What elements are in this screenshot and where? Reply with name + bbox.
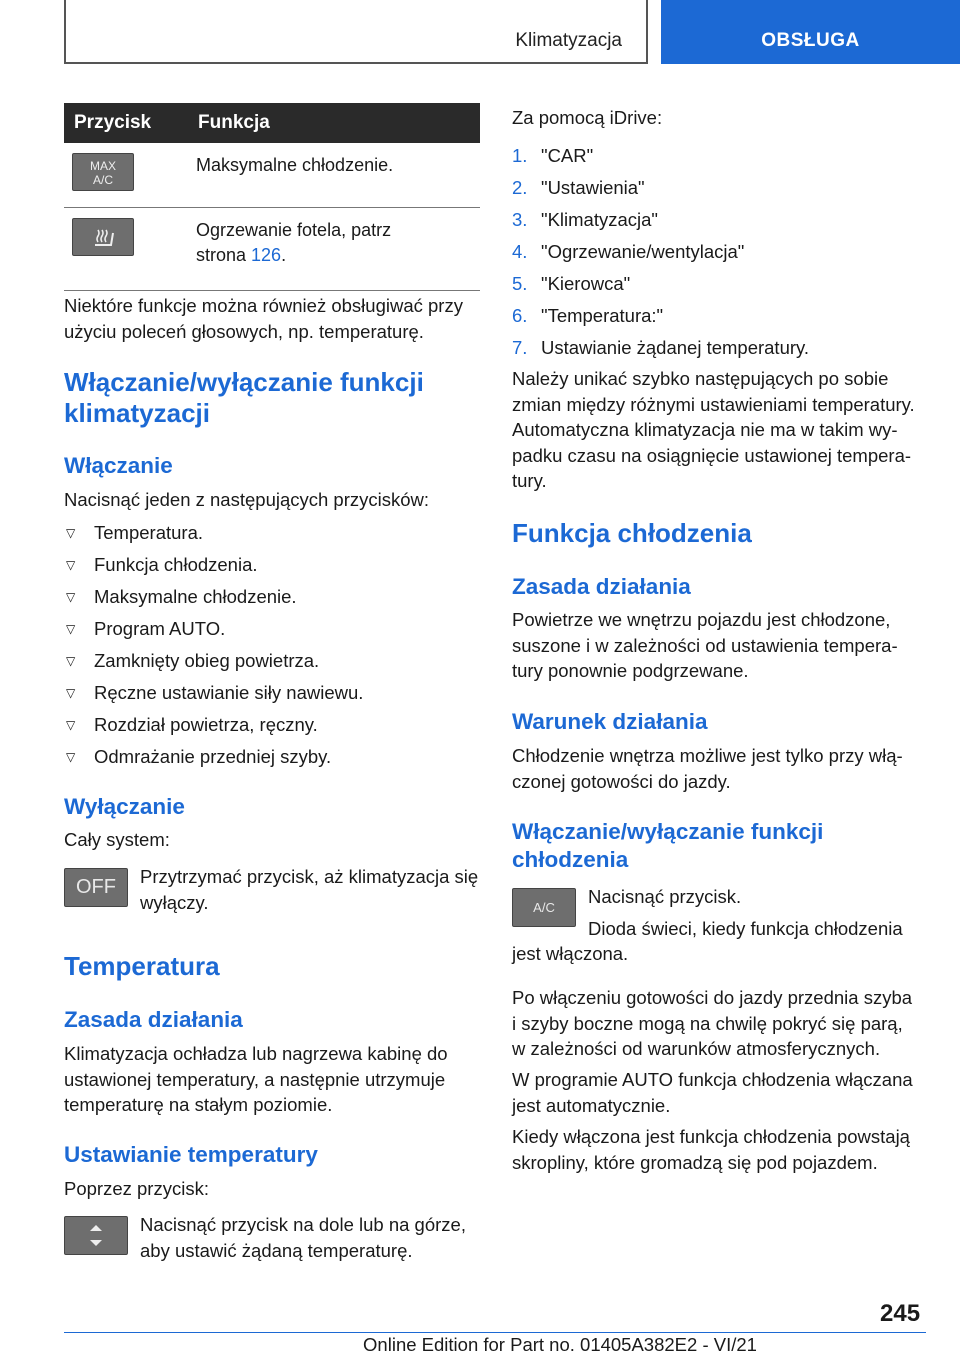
page-number: 245: [880, 1300, 921, 1327]
ac-led-text-2: jest włączona.: [512, 943, 629, 964]
table-header-button: Przycisk: [64, 103, 188, 143]
triangle-bullet-icon: ▽: [66, 558, 76, 572]
page-link-126[interactable]: 126: [251, 245, 282, 265]
set-line-2: aby ustawić żądaną temperaturę.: [140, 1239, 413, 1261]
triangle-bullet-icon: ▽: [66, 750, 76, 764]
step-number: 6.: [512, 305, 528, 326]
warn-line-4: padku czasu na osiągnięcie ustawionej tempera-: [512, 444, 912, 466]
heading-condition: Warunek działania: [512, 709, 708, 734]
warn-line-3: Automatyczna klimatyzacja nie ma w takim wy-: [512, 419, 898, 440]
list-item-text: "Temperatura:": [541, 305, 664, 326]
list-item-text: Ustawianie żądanej temperatury.: [541, 337, 810, 358]
principle-text: [64, 1041, 448, 1118]
cooling-principle-text: [512, 607, 898, 684]
period: .: [281, 245, 287, 265]
list-item-text: Zamknięty obieg powietrza.: [94, 650, 320, 671]
heading-principle: Zasada działania: [64, 1007, 243, 1032]
seat-heating-text: Ogrzewanie fotela, patrz: [196, 220, 392, 240]
cool-line-1: Powietrze we wnętrzu pojazdu jest chłodzone,: [512, 609, 891, 630]
set-line-1: Nacisnąć przycisk na dole lub na górze,: [140, 1214, 466, 1235]
auto-line-1: W programie AUTO funkcja chłodzenia włączana: [512, 1069, 913, 1090]
table-cell-text: [188, 208, 480, 291]
triangle-bullet-icon: ▽: [66, 622, 76, 636]
triangle-bullet-icon: ▽: [66, 590, 76, 604]
on-intro: Nacisnąć jeden z następujących przycisków:: [64, 489, 430, 510]
voice-line-1: Niektóre funkcje można również obsługiwać przy: [64, 295, 463, 316]
condensate-note: [512, 1124, 910, 1175]
step-number: 3.: [512, 209, 528, 230]
off-instruction: [140, 864, 478, 915]
ac-button-icon: A/C: [512, 888, 576, 927]
ac-instruction: Nacisnąć przycisk.: [588, 886, 742, 907]
list-item-text: Rozdział powietrza, ręczny.: [94, 714, 318, 735]
heading-onoff-line-1: Włączanie/wyłączanie funkcji: [64, 367, 424, 397]
condensate-line-1: Kiedy włączona jest funkcja chłodzenia powstają: [512, 1126, 910, 1147]
auto-line-2: jest automatycznie.: [512, 1094, 671, 1116]
off-line-2: wyłączy.: [140, 891, 209, 913]
footer-divider: [64, 1332, 926, 1333]
list-item-text: "Ustawienia": [541, 177, 645, 198]
step-number: 1.: [512, 145, 528, 166]
heading-onoff-line-2: klimatyzacji: [64, 398, 210, 428]
footer-edition: Online Edition for Part no. 01405A382E2 - VI/21: [363, 1334, 757, 1355]
seat-heating-glyph-icon: [73, 219, 133, 255]
cond-line-1: Chłodzenie wnętrza możliwe jest tylko przy włą-: [512, 745, 903, 766]
cooling-onoff-line-1: Włączanie/wyłączanie funkcji: [512, 819, 824, 844]
triangle-bullet-icon: ▽: [66, 686, 76, 700]
header-frame: [64, 0, 648, 64]
cool-line-3: tury ponownie podgrzewane.: [512, 660, 749, 681]
fog-line-3: w zależności od warunków atmosferycznych.: [512, 1038, 881, 1059]
heading-set-temperature: Ustawianie temperatury: [64, 1142, 318, 1167]
warn-line-2: zmian między różnymi ustawieniami temperatury.: [512, 393, 915, 415]
table-cell-icon: [64, 208, 188, 291]
principle-line-1: Klimatyzacja ochładza lub nagrzewa kabinę do: [64, 1043, 448, 1064]
cool-line-2: suszone i w zależności od ustawienia tempera-: [512, 634, 898, 656]
table-row: [64, 208, 480, 291]
heading-temperature: Temperatura: [64, 951, 220, 981]
max-ac-glyph-icon: [73, 154, 133, 190]
fog-line-2: i szyby boczne mogą na chwilę pokryć się parą,: [512, 1012, 903, 1034]
max-ac-button-icon: [72, 153, 134, 191]
seat-heating-text-2: strona: [196, 245, 252, 265]
condensate-line-2: skropliny, które gromadzą się pod pojazdem.: [512, 1151, 878, 1173]
heading-onoff: [64, 367, 424, 429]
fog-line-1: Po włączeniu gotowości do jazdy przednia szyba: [512, 987, 913, 1008]
heading-principle-cooling: Zasada działania: [512, 574, 691, 599]
voice-control-note: [64, 293, 463, 344]
triangle-bullet-icon: ▽: [66, 654, 76, 668]
seat-heating-button-icon: [72, 218, 134, 256]
section-title: Klimatyzacja: [515, 30, 622, 51]
auto-note: [512, 1067, 913, 1118]
principle-line-2: ustawionej temperatury, a następnie utrzymuje: [64, 1068, 446, 1090]
chapter-tab-label: OBSŁUGA: [761, 30, 860, 51]
triangle-bullet-icon: ▽: [66, 718, 76, 732]
heading-cooling-onoff: [512, 818, 823, 874]
step-number: 2.: [512, 177, 528, 198]
list-item-text: Odmrażanie przedniej szyby.: [94, 746, 332, 767]
svg-text:A/C: A/C: [92, 173, 114, 187]
list-item-text: "CAR": [541, 145, 594, 166]
step-number: 4.: [512, 241, 528, 262]
fog-note: [512, 985, 912, 1062]
heading-off: Wyłączanie: [64, 794, 185, 819]
set-intro: Poprzez przycisk:: [64, 1178, 209, 1199]
set-instruction: [140, 1212, 466, 1263]
list-item-text: Funkcja chłodzenia.: [94, 554, 258, 575]
table-row: [64, 143, 480, 208]
temperature-updown-button-icon: [64, 1216, 128, 1255]
list-item-text: Ręczne ustawianie siły nawiewu.: [94, 682, 364, 703]
cond-line-2: czonej gotowości do jazdy.: [512, 770, 731, 792]
off-intro: Cały system:: [64, 829, 170, 850]
list-item-text: Maksymalne chłodzenie.: [94, 586, 297, 607]
principle-line-3: temperaturę na stałym poziomie.: [64, 1094, 333, 1115]
list-item-text: "Kierowca": [541, 273, 631, 294]
list-item-text: Program AUTO.: [94, 618, 226, 639]
cooling-onoff-line-2: chłodzenia: [512, 847, 629, 872]
updown-arrows-icon: [65, 1217, 127, 1254]
condition-text: [512, 743, 903, 794]
list-item-text: Temperatura.: [94, 522, 203, 543]
heading-cooling: Funkcja chłodzenia: [512, 518, 752, 548]
ac-led-text: Dioda świeci, kiedy funkcja chłodzenia: [588, 918, 903, 939]
button-function-table: [64, 103, 480, 291]
table-cell-text: Maksymalne chłodzenie.: [188, 143, 480, 208]
step-number: 7.: [512, 337, 528, 358]
off-button-icon: OFF: [64, 868, 128, 907]
heading-on: Włączanie: [64, 453, 173, 478]
voice-line-2: użyciu poleceń głosowych, np. temperaturę.: [64, 320, 424, 342]
idrive-intro: Za pomocą iDrive:: [512, 107, 663, 128]
warning-text: [512, 366, 915, 494]
table-header-function: Funkcja: [188, 103, 480, 143]
table-cell-icon: [64, 143, 188, 208]
list-item-text: "Ogrzewanie/wentylacja": [541, 241, 745, 262]
step-number: 5.: [512, 273, 528, 294]
off-line-1: Przytrzymać przycisk, aż klimatyzacja się: [140, 866, 479, 887]
list-item-text: "Klimatyzacja": [541, 209, 658, 230]
warn-line-5: tury.: [512, 470, 547, 491]
svg-text:MAX: MAX: [89, 159, 117, 173]
table-header-row: [64, 103, 480, 143]
warn-line-1: Należy unikać szybko następujących po sobie: [512, 368, 889, 389]
triangle-bullet-icon: ▽: [66, 526, 76, 540]
chapter-tab[interactable]: [661, 0, 960, 64]
